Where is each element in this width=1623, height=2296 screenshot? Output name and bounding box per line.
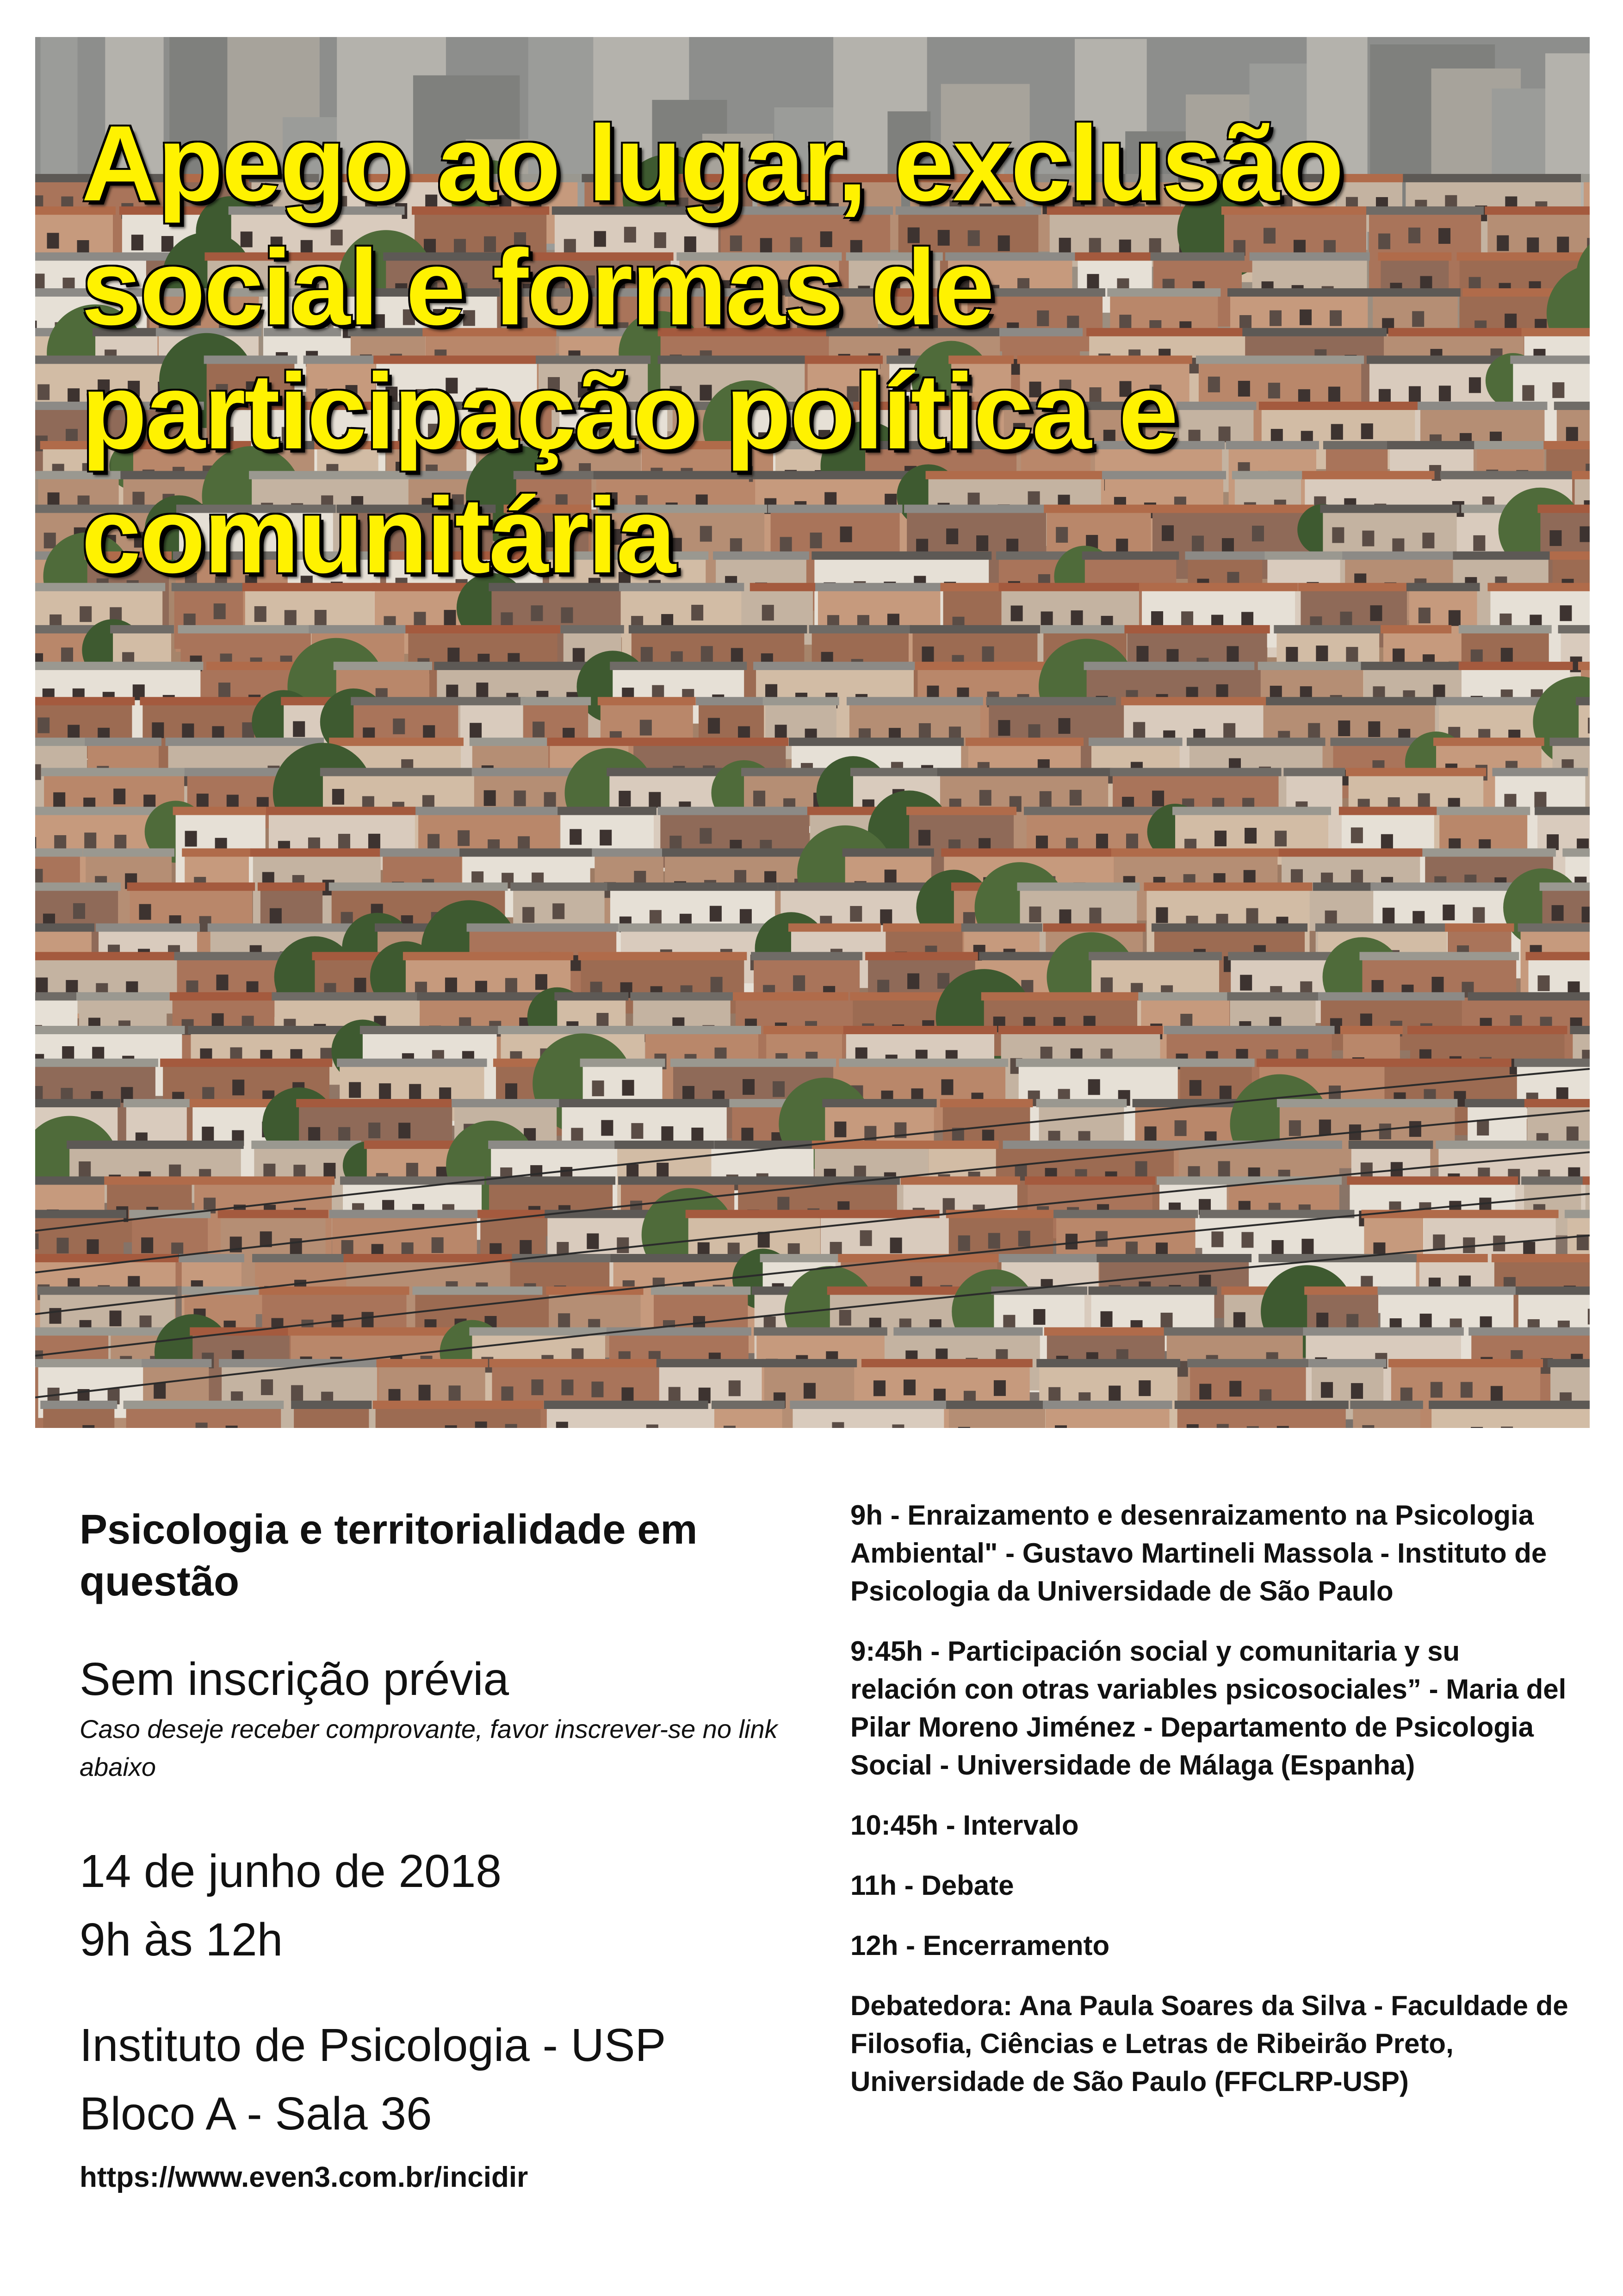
venue-room: Bloco A - Sala 36: [80, 2088, 432, 2140]
schedule-item: 12h - Encerramento: [850, 1930, 1110, 1961]
schedule: [850, 1496, 1572, 2123]
event-venue: [80, 2011, 820, 2148]
event-time: 9h às 12h: [80, 1914, 283, 1966]
registration-link[interactable]: https://www.even3.com.br/incidir: [80, 2161, 528, 2193]
debater: Debatedora: Ana Paula Soares da Silva - Faculdade de Filosofia, Ciências e Letras de Ribeirão Preto, Universidade de São Paulo (FFCLRP-USP): [850, 1990, 1568, 2097]
venue-institute: Instituto de Psicologia - USP: [80, 2019, 666, 2071]
schedule-item: 11h - Debate: [850, 1870, 1014, 1901]
hero-photo: [35, 37, 1590, 1428]
registration-status: Sem inscrição prévia: [80, 1653, 509, 1705]
event-datetime: [80, 1837, 820, 1974]
event-date: 14 de junho de 2018: [80, 1845, 502, 1897]
schedule-item: 10:45h - Intervalo: [850, 1810, 1079, 1841]
registration-note: Caso deseje receber comprovante, favor inscrever-se no link abaixo: [80, 1714, 778, 1781]
event-subtitle: Psicologia e territorialidade em questão: [80, 1507, 698, 1605]
schedule-item: 9h - Enraizamento e desenraizamento na Psicologia Ambiental" - Gustavo Martineli Massola - Instituto de Psicologia da Universidade de São Paulo: [850, 1500, 1547, 1607]
event-info: [80, 1504, 820, 2148]
poster-title: Apego ao lugar, exclusão social e formas de participação política e comunitária: [81, 104, 1343, 596]
schedule-item: 9:45h - Participación social y comunitaria y su relación con otras variables psicosociales” - Maria del Pilar Moreno Jiménez - Departamento de Psicologia Social - Universidade de Málaga (Espanha): [850, 1636, 1567, 1781]
